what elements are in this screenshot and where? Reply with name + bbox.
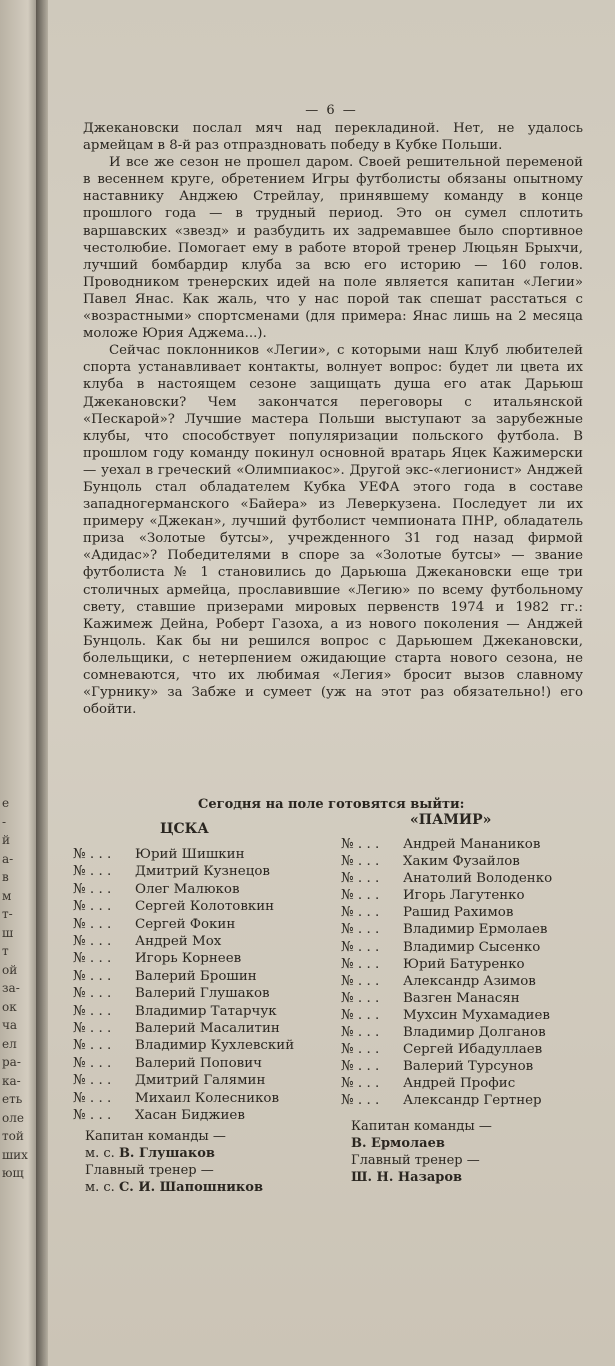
- cska-coach-label: Главный тренер —: [85, 1163, 214, 1178]
- player-name: Александр Гертнер: [403, 1093, 542, 1109]
- player-number-placeholder: № . . .: [341, 1025, 380, 1041]
- cska-captain-line: [85, 1145, 263, 1162]
- player-name: Хаким Фузайлов: [403, 854, 520, 870]
- cska-roster: [73, 846, 294, 1125]
- player-row: [341, 990, 552, 1007]
- team-name-pamir: «ПАМИР»: [410, 812, 492, 828]
- player-row: [341, 836, 552, 853]
- player-row: [341, 904, 552, 921]
- player-number-placeholder: № . . .: [341, 905, 380, 921]
- player-row: [341, 1007, 552, 1024]
- player-number-placeholder: № . . .: [73, 847, 112, 862]
- player-name: Валерий Масалитин: [135, 1021, 280, 1037]
- page-number: — 6 —: [305, 103, 358, 118]
- adjacent-page-fragment: той: [2, 1129, 24, 1143]
- player-row: [73, 881, 294, 898]
- adjacent-page-fragment: ой: [2, 962, 18, 977]
- player-row: [341, 921, 552, 938]
- player-name: Андрей Мох: [135, 934, 222, 950]
- player-name: Владимир Долганов: [403, 1025, 546, 1041]
- player-row: [73, 968, 294, 985]
- article-paragraph-2: И все же сезон не прошел даром. Своей решительной переменой в весеннем круге, обретением Игры футболисты обязаны опытному наставнику Анджею Стрейлау, принявшему команду в конце прошлого года — в трудный период. Это он сумел сплотить варшавских «звезд» и разбудить их задремавшее было спортивное честолюбие. Помогает ему в работе второй тренер Люцьян Брыхчи, лучший бомбардир клуба за всю его историю — 160 голов. Проводником тренерских идей на поле является капитан «Легии» Павел Янас. Как жаль, что у нас порой так спешат расстаться с «возрастными» спортсменами (для примера: Янас лишь на 2 месяца моложе Юрия Аджема...).: [83, 155, 583, 342]
- adjacent-page-fragment: а-: [2, 851, 14, 866]
- adjacent-page-fragment: ш: [2, 925, 14, 940]
- adjacent-page-fragment: т: [2, 944, 9, 958]
- player-number-placeholder: № . . .: [341, 973, 380, 989]
- player-row: [341, 853, 552, 870]
- player-name: Валерий Глушаков: [135, 986, 270, 1002]
- player-row: [341, 887, 552, 904]
- player-row: [73, 1037, 294, 1054]
- player-number-placeholder: № . . .: [341, 922, 380, 938]
- team-name-cska: ЦСКА: [160, 821, 209, 837]
- cska-captain-title: м. с.: [85, 1146, 115, 1161]
- adjacent-page-edge: [0, 0, 40, 1366]
- adjacent-page-fragment: за-: [2, 981, 20, 995]
- player-row: [341, 1041, 552, 1058]
- player-number-placeholder: № . . .: [341, 956, 380, 972]
- player-name: Владимир Сысенко: [403, 939, 541, 955]
- player-name: Рашид Рахимов: [403, 905, 514, 921]
- player-row: [73, 950, 294, 967]
- player-number-placeholder: № . . .: [73, 934, 112, 950]
- player-name: Анатолий Володенко: [403, 871, 553, 887]
- player-number-placeholder: № . . .: [341, 1042, 380, 1058]
- player-number-placeholder: № . . .: [341, 854, 380, 870]
- player-row: [341, 956, 552, 973]
- player-name: Мухсин Мухамадиев: [403, 1007, 550, 1023]
- player-name: Валерий Турсунов: [403, 1059, 534, 1075]
- player-number-placeholder: № . . .: [341, 1007, 380, 1023]
- player-row: [341, 870, 552, 887]
- cska-coach-title: м. с.: [85, 1180, 115, 1195]
- player-number-placeholder: № . . .: [73, 864, 112, 880]
- player-name: Юрий Батуренко: [403, 956, 525, 972]
- player-row: [341, 1092, 552, 1109]
- pamir-staff: [351, 1118, 492, 1186]
- player-row: [73, 1003, 294, 1020]
- player-number-placeholder: № . . .: [73, 968, 112, 984]
- adjacent-page-fragment: ющ: [2, 1166, 24, 1180]
- player-name: Вазген Манасян: [403, 990, 520, 1006]
- adjacent-page-fragment: м: [2, 888, 12, 903]
- player-row: [73, 1072, 294, 1089]
- player-name: Владимир Татарчук: [135, 1003, 277, 1019]
- cska-staff: [85, 1128, 263, 1196]
- article-text: [83, 120, 583, 718]
- adjacent-page-fragment: й: [2, 833, 10, 847]
- player-row: [73, 863, 294, 880]
- player-number-placeholder: № . . .: [341, 990, 380, 1006]
- cska-coach-name: С. И. Шапошников: [118, 1180, 263, 1195]
- adjacent-page-fragment: т-: [2, 907, 13, 921]
- player-number-placeholder: № . . .: [341, 888, 380, 904]
- player-number-placeholder: № . . .: [341, 1076, 380, 1092]
- player-number-placeholder: № . . .: [73, 1021, 112, 1037]
- player-number-placeholder: № . . .: [341, 939, 380, 955]
- pamir-coach-name: Ш. Н. Назаров: [351, 1170, 463, 1185]
- program-page: [48, 0, 615, 1366]
- pamir-roster: [341, 836, 552, 1110]
- adjacent-page-fragment: в: [2, 870, 9, 884]
- player-name: Владимир Ермолаев: [403, 922, 548, 938]
- player-name: Александр Азимов: [403, 973, 536, 989]
- player-row: [341, 1024, 552, 1041]
- player-name: Юрий Шишкин: [135, 847, 245, 862]
- player-number-placeholder: № . . .: [73, 1055, 112, 1071]
- player-row: [73, 846, 294, 863]
- adjacent-page-fragment: е: [2, 796, 10, 810]
- article-paragraph-3: Сейчас поклонников «Легии», с которыми наш Клуб любителей спорта устанавливает контакты, волнует вопрос: будет ли цвета их клуба в настоящем сезоне защищать душа его атак Дарьюш Джекановски? Чем закончатся переговоры с итальянской «Пескарой»? Лучшие мастера Польши выступают за зарубежные клубы, что способствует популяризации польского футбола. В прошлом году команду покинул основной вратарь Яцек Кажимерски — уехал в греческий «Олимпиакос». Другой экс-«легионист» Анджей Бунцоль стал обладателем Кубка УЕФА этого года в составе западногерманского «Байера» из Леверкузена. Последует ли их примеру «Джекан», лучший футболист чемпионата ПНР, обладатель приза «Золотые бутсы», учрежденного 31 год назад фирмой «Адидас»? Победителями в споре за «Золотые бутсы» — звание футболиста № 1 становились до Дарьюша Джекановски еще три столичных армейца, прославившие «Легию» по всему футбольному свету, ставшие призерами мировых первенств 1974 и 1982 гг.: Кажимеж Дейна, Роберт Газоха, а из нового поколения — Анджей Бунцоль. Как бы ни решился вопрос с Дарьюшем Джекановски, болельщики, с нетерпением ожидающие старта нового сезона, не сомневаются, что их любимая «Легия» бросит вызов славному «Гурнику» за Забже и сумеет (уж на этот раз обязательно!) его обойти.: [83, 343, 583, 718]
- player-name: Валерий Попович: [135, 1055, 262, 1071]
- player-number-placeholder: № . . .: [73, 916, 112, 932]
- player-name: Игорь Корнеев: [135, 951, 242, 967]
- cska-coach-line: [85, 1179, 263, 1196]
- player-row: [73, 1107, 294, 1124]
- player-row: [341, 1075, 552, 1092]
- player-row: [341, 973, 552, 990]
- player-number-placeholder: № . . .: [73, 899, 112, 915]
- player-name: Андрей Профис: [403, 1076, 516, 1092]
- player-number-placeholder: № . . .: [73, 951, 112, 967]
- adjacent-page-fragment: ра-: [2, 1055, 21, 1069]
- player-name: Владимир Кухлевский: [135, 1038, 295, 1054]
- pamir-coach-label: Главный тренер —: [351, 1153, 480, 1168]
- player-row: [341, 1058, 552, 1075]
- player-name: Олег Малюков: [135, 881, 240, 897]
- player-name: Хасан Биджиев: [135, 1108, 245, 1124]
- pamir-captain-label: Капитан команды —: [351, 1119, 492, 1134]
- cska-captain-name: В. Глушаков: [118, 1146, 215, 1161]
- article-paragraph-1: Джекановски послал мяч над перекладиной. Нет, не удалось армейцам в 8-й раз отпраздновать победу в Кубке Польши.: [83, 121, 583, 154]
- adjacent-page-fragment: еть: [2, 1092, 23, 1106]
- player-name: Дмитрий Кузнецов: [135, 864, 270, 880]
- player-number-placeholder: № . . .: [73, 1073, 112, 1089]
- player-name: Игорь Лагутенко: [403, 888, 525, 904]
- player-row: [73, 1090, 294, 1107]
- adjacent-page-fragment: ка-: [2, 1073, 21, 1088]
- pamir-captain-name: В. Ермолаев: [351, 1136, 445, 1151]
- lineup-heading: Сегодня на поле готовятся выйти:: [198, 797, 465, 812]
- player-row: [73, 898, 294, 915]
- player-row: [73, 1020, 294, 1037]
- player-name: Дмитрий Галямин: [135, 1073, 266, 1089]
- player-number-placeholder: № . . .: [341, 1059, 380, 1075]
- player-name: Сергей Ибадуллаев: [403, 1042, 543, 1058]
- player-row: [73, 933, 294, 950]
- player-number-placeholder: № . . .: [73, 1090, 112, 1106]
- player-name: Сергей Фокин: [135, 916, 236, 932]
- adjacent-page-fragment: оле: [2, 1110, 24, 1125]
- player-number-placeholder: № . . .: [73, 1038, 112, 1054]
- cska-captain-label: Капитан команды —: [85, 1129, 226, 1144]
- player-number-placeholder: № . . .: [73, 1108, 112, 1124]
- adjacent-page-fragment: ел: [2, 1036, 17, 1051]
- player-row: [73, 916, 294, 933]
- player-name: Андрей Манаников: [403, 837, 541, 852]
- adjacent-page-fragment: ча: [2, 1018, 18, 1032]
- adjacent-page-fragment: ок: [2, 999, 17, 1014]
- player-name: Валерий Брошин: [135, 968, 257, 984]
- player-number-placeholder: № . . .: [341, 1093, 380, 1109]
- player-name: Михаил Колесников: [135, 1090, 280, 1106]
- adjacent-page-fragment: ших: [2, 1147, 28, 1162]
- player-row: [73, 985, 294, 1002]
- player-name: Сергей Колотовкин: [135, 899, 275, 915]
- adjacent-page-fragment: -: [2, 814, 7, 829]
- player-number-placeholder: № . . .: [73, 881, 112, 897]
- player-row: [341, 939, 552, 956]
- player-number-placeholder: № . . .: [341, 837, 380, 852]
- player-number-placeholder: № . . .: [341, 871, 380, 887]
- player-number-placeholder: № . . .: [73, 986, 112, 1002]
- player-row: [73, 1055, 294, 1072]
- player-number-placeholder: № . . .: [73, 1003, 112, 1019]
